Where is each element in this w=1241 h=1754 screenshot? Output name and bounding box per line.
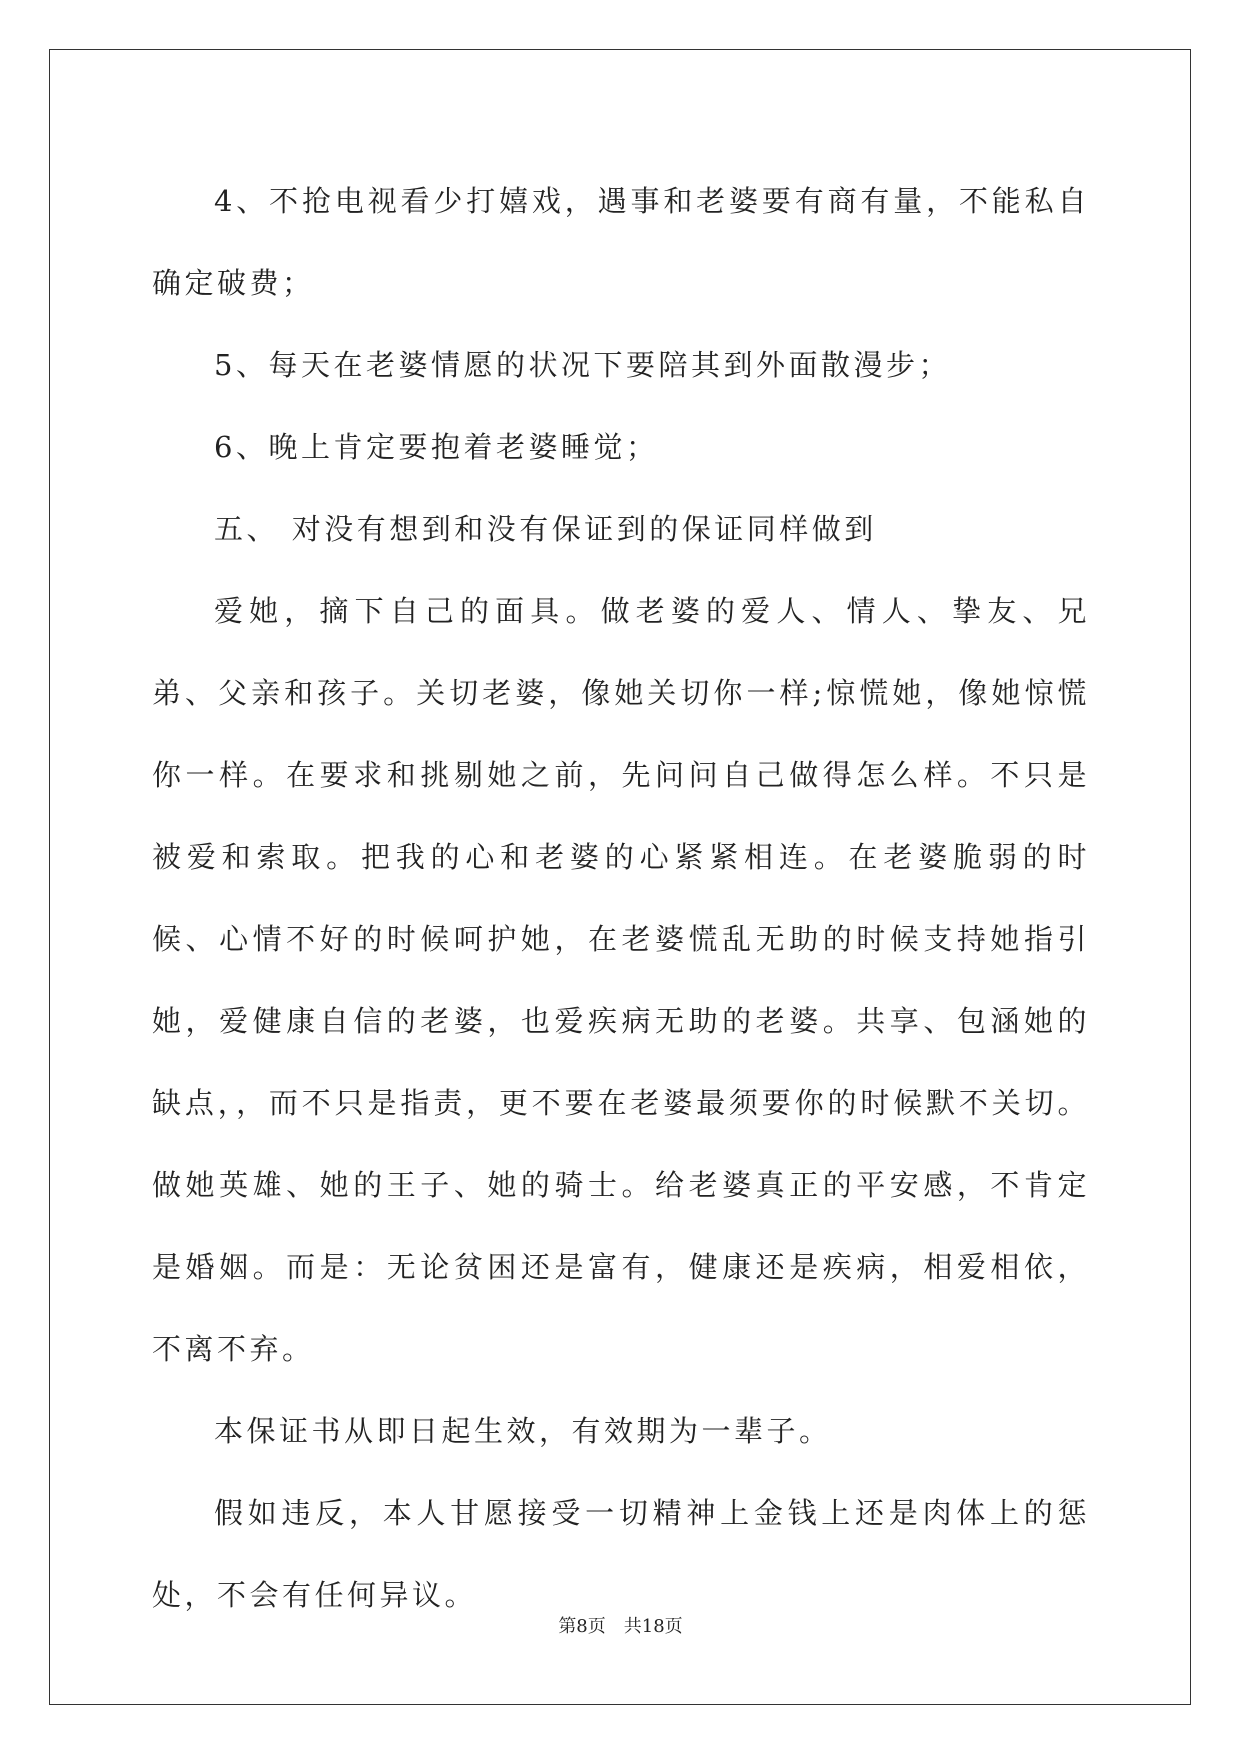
document-body [152,160,1090,1636]
paragraph: 爱她，摘下自己的面具。做老婆的爱人、情人、挚友、兄弟、父亲和孩子。关切老婆，像她关切你一样;惊慌她，像她惊慌你一样。在要求和挑剔她之前，先问问自己做得怎么样。不只是被爱和索取。把我的心和老婆的心紧紧相连。在老婆脆弱的时候、心情不好的时候呵护她，在老婆慌乱无助的时候支持她指引她，爱健康自信的老婆，也爱疾病无助的老婆。共享、包涵她的缺点，，而不只是指责，更不要在老婆最须要你的时候默不关切。做她英雄、她的王子、她的骑士。给老婆真正的平安感，不肯定是婚姻。而是：无论贫困还是富有，健康还是疾病，相爱相依，不离不弃。 [152,594,1090,1366]
paragraph: 6、晚上肯定要抱着老婆睡觉； [214,430,659,464]
paragraph: 4、不抢电视看少打嬉戏，遇事和老婆要有商有量，不能私自确定破费； [152,184,1090,300]
page-number-footer: 第8页 共18页 [558,1616,683,1637]
paragraph: 本保证书从即日起生效，有效期为一辈子。 [214,1414,832,1448]
paragraph: 假如违反，本人甘愿接受一切精神上金钱上还是肉体上的惩处，不会有任何异议。 [152,1496,1090,1612]
section-heading: 五、 对没有想到和没有保证到的保证同样做到 [214,512,877,546]
paragraph: 5、每天在老婆情愿的状况下要陪其到外面散漫步； [214,348,951,382]
